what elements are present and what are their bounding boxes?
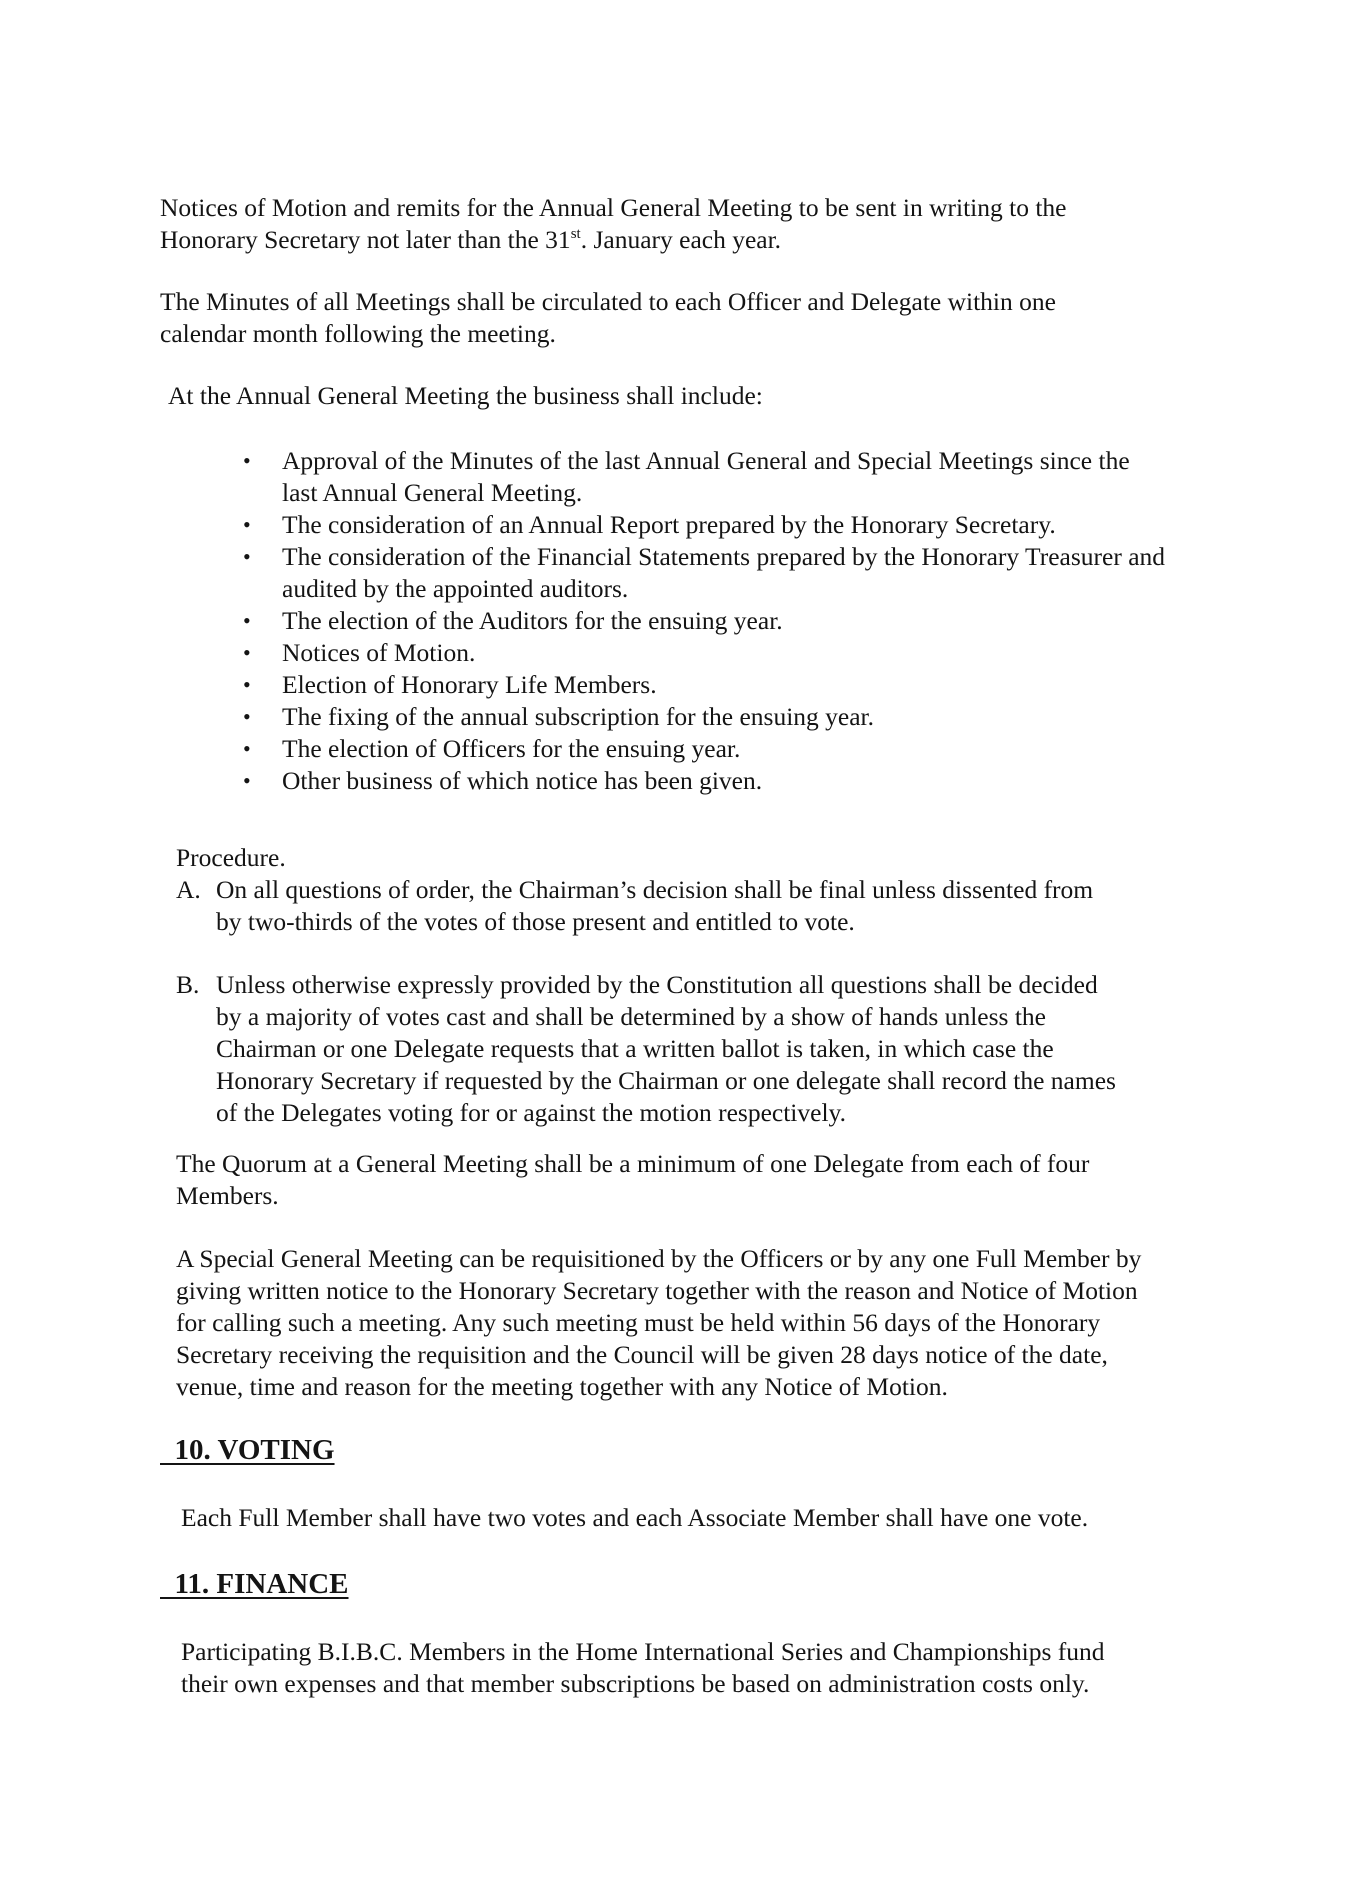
bullet-icon: •: [243, 768, 251, 793]
text-line: Participating B.I.B.C. Members in the Home International Series and Championships fund: [181, 1637, 1105, 1666]
bullet-icon: •: [243, 672, 251, 697]
text-line: for calling such a meeting. Any such meeting must be held within 56 days of the Honorary: [176, 1308, 1101, 1337]
text-line: by a majority of votes cast and shall be determined by a show of hands unless the: [216, 1002, 1046, 1031]
text-line: Chairman or one Delegate requests that a written ballot is taken, in which case the: [216, 1034, 1054, 1063]
bullet-icon: •: [243, 736, 251, 761]
text-line: Unless otherwise expressly provided by the Constitution all questions shall be decided: [216, 970, 1098, 999]
bullet-icon: •: [243, 544, 251, 569]
notices-paragraph: [160, 192, 1066, 256]
item-body: [216, 969, 1116, 1129]
text-line: giving written notice to the Honorary Secretary together with the reason and Notice of Motion: [176, 1276, 1138, 1305]
text-fragment: Honorary Secretary not later than the 31: [160, 225, 571, 254]
section-heading-finance: 11. FINANCE: [160, 1568, 349, 1600]
item-marker: B.: [176, 970, 200, 999]
text-line: Honorary Secretary if requested by the Chairman or one delegate shall record the names: [216, 1066, 1116, 1095]
list-item: [241, 733, 1165, 765]
text-line: Members.: [176, 1181, 279, 1210]
section-heading-voting: 10. VOTING: [160, 1434, 335, 1466]
text-line: The election of the Auditors for the ensuing year.: [282, 606, 783, 635]
text-line: The Quorum at a General Meeting shall be a minimum of one Delegate from each of four: [176, 1149, 1090, 1178]
text-line: Procedure.: [176, 843, 286, 872]
text-line: Other business of which notice has been given.: [282, 766, 763, 795]
item-body: [216, 874, 1093, 938]
quorum-paragraph: [176, 1148, 1089, 1212]
text-line: last Annual General Meeting.: [282, 478, 583, 507]
text-line: Secretary receiving the requisition and the Council will be given 28 days notice of the date,: [176, 1340, 1108, 1369]
list-item: [241, 541, 1165, 605]
text-line: The fixing of the annual subscription for the ensuing year.: [282, 702, 875, 731]
text-line: A Special General Meeting can be requisitioned by the Officers or by any one Full Member by: [176, 1244, 1142, 1273]
text-line: audited by the appointed auditors.: [282, 574, 629, 603]
text-line: The election of Officers for the ensuing year.: [282, 734, 741, 763]
list-item: [241, 605, 1165, 637]
text-line: Each Full Member shall have two votes and each Associate Member shall have one vote.: [181, 1503, 1089, 1532]
bullet-icon: •: [243, 640, 251, 665]
bullet-icon: •: [243, 704, 251, 729]
list-item: [241, 765, 1165, 797]
text-line: The consideration of an Annual Report prepared by the Honorary Secretary.: [282, 510, 1056, 539]
agm-intro: [168, 380, 763, 412]
text-line: On all questions of order, the Chairman’s decision shall be final unless dissented from: [216, 875, 1094, 904]
text-line: [160, 224, 1066, 256]
list-item: [241, 669, 1165, 701]
item-marker: A.: [176, 875, 201, 904]
bullet-icon: •: [243, 512, 251, 537]
minutes-paragraph: [160, 286, 1056, 350]
list-item: [241, 637, 1165, 669]
list-item: [241, 445, 1165, 509]
text-line: by two-thirds of the votes of those present and entitled to vote.: [216, 907, 855, 936]
text-line: Notices of Motion and remits for the Annual General Meeting to be sent in writing to the: [160, 193, 1067, 222]
agm-business-list: [241, 445, 1165, 797]
voting-paragraph: [181, 1502, 1088, 1534]
bullet-icon: •: [243, 608, 251, 633]
list-item: [241, 701, 1165, 733]
text-line: their own expenses and that member subscriptions be based on administration costs only.: [181, 1669, 1090, 1698]
text-line: of the Delegates voting for or against the motion respectively.: [216, 1098, 846, 1127]
text-line: Approval of the Minutes of the last Annual General and Special Meetings since the: [282, 446, 1130, 475]
text-line: calendar month following the meeting.: [160, 319, 556, 348]
text-line: Notices of Motion.: [282, 638, 476, 667]
text-fragment: . January each year.: [580, 225, 782, 254]
text-line: Election of Honorary Life Members.: [282, 670, 657, 699]
bullet-icon: •: [243, 448, 251, 473]
text-line: The Minutes of all Meetings shall be circulated to each Officer and Delegate within one: [160, 287, 1056, 316]
procedure-title: [176, 842, 286, 874]
special-meeting-paragraph: [176, 1243, 1141, 1403]
list-item: [241, 509, 1165, 541]
finance-paragraph: [181, 1636, 1105, 1700]
text-line: At the Annual General Meeting the business shall include:: [168, 381, 763, 410]
text-line: venue, time and reason for the meeting together with any Notice of Motion.: [176, 1372, 948, 1401]
ordinal-suffix: st: [570, 226, 581, 242]
text-line: The consideration of the Financial Statements prepared by the Honorary Treasurer and: [282, 542, 1166, 571]
